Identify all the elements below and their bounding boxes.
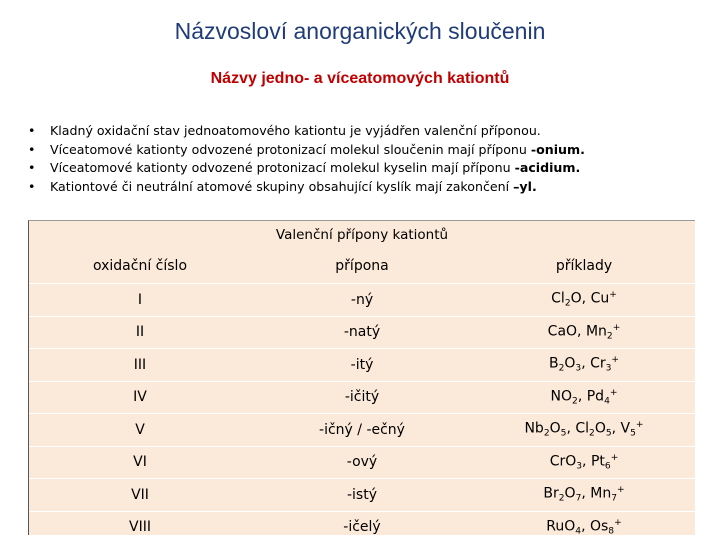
examples-cell: CrO$_3$, $Pt_6^+$ (473, 453, 695, 472)
page-title: Názvosloví anorganických sloučenin (0, 18, 720, 45)
section-subtitle: Názvy jedno- a víceatomových kationtů (0, 70, 720, 88)
table-row (29, 511, 695, 543)
bullet-item (22, 178, 712, 197)
oxidation-number-cell: VI (29, 454, 251, 470)
oxidation-number-cell: VII (29, 487, 251, 503)
suffix-cell: -ičný / -ečný (251, 422, 473, 438)
bullet-item (22, 141, 712, 160)
oxidation-number-cell: V (29, 422, 251, 438)
suffix-cell: -ičitý (251, 389, 473, 405)
table-row (29, 381, 695, 414)
bullet-text: Kladný oxidační stav jednoatomového kationtu je vyjádřen valenční příponou. (50, 123, 541, 138)
table-header-row (29, 249, 695, 283)
header-suffix: přípona (251, 258, 473, 274)
examples-cell: $NO_2$, $Pd_4^+$ (473, 388, 695, 407)
table-row (29, 413, 695, 446)
table-row (29, 348, 695, 381)
bullet-text: Kationtové či neutrální atomové skupiny obsahující kyslík mají zakončení (50, 179, 513, 194)
bullet-bold: -acidium. (515, 160, 581, 175)
suffix-cell: -itý (251, 357, 473, 373)
suffix-table (28, 220, 695, 535)
table-body (29, 283, 695, 543)
bullet-bold: -onium. (531, 142, 585, 157)
examples-cell: RuO$_4$, $Os_8^+$ (473, 518, 695, 537)
oxidation-number-cell: II (29, 324, 251, 340)
suffix-cell: -ný (251, 292, 473, 308)
table-row (29, 283, 695, 316)
examples-cell: $Cl_2O$, Cu+ (473, 290, 695, 309)
oxidation-number-cell: I (29, 292, 251, 308)
bullet-text: Víceatomové kationty odvozené protonizací molekul sloučenin mají příponu (50, 142, 531, 157)
bullet-text: Víceatomové kationty odvozené protonizací molekul kyselin mají příponu (50, 160, 515, 175)
oxidation-number-cell: VIII (29, 519, 251, 535)
suffix-cell: -natý (251, 324, 473, 340)
table-caption: Valenční přípony kationtů (29, 221, 695, 249)
oxidation-number-cell: IV (29, 389, 251, 405)
bullet-item (22, 122, 712, 141)
suffix-cell: -ičelý (251, 519, 473, 535)
examples-cell: CaO, $Mn_2^+$ (473, 323, 695, 342)
bullet-item (22, 159, 712, 178)
table-row (29, 316, 695, 349)
bullet-list (22, 122, 712, 196)
table-row (29, 478, 695, 511)
examples-cell: $Br_2O_7$, $Mn_7^+$ (473, 485, 695, 504)
header-oxidation-number: oxidační číslo (29, 258, 251, 274)
header-examples: příklady (473, 258, 695, 274)
examples-cell: $Nb_2O_5$, $Cl_2O_5$, $V_5^+$ (473, 420, 695, 439)
suffix-cell: -ový (251, 454, 473, 470)
oxidation-number-cell: III (29, 357, 251, 373)
examples-cell: $B_2O_3$, $Cr_3^+$ (473, 355, 695, 374)
table-row (29, 446, 695, 479)
suffix-cell: -istý (251, 487, 473, 503)
bullet-bold: –yl. (513, 179, 537, 194)
